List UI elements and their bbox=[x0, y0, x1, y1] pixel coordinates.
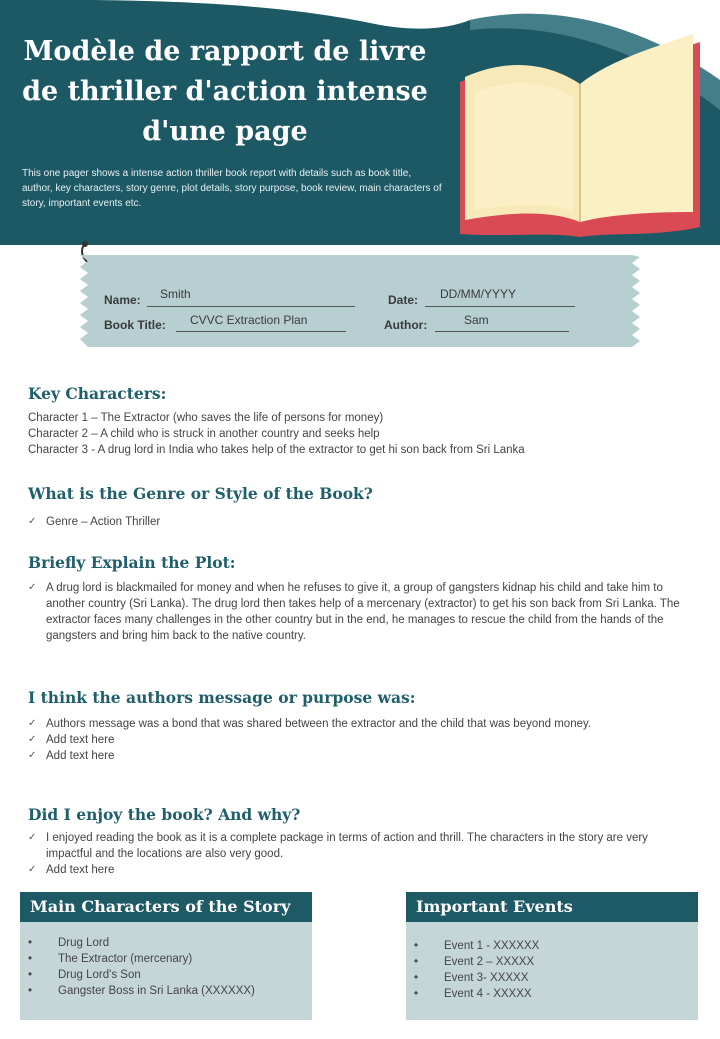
list-item: • Event 2 – XXXXX bbox=[414, 956, 535, 968]
key-character-line: Character 1 – The Extractor (who saves the life of persons for money) bbox=[28, 412, 384, 424]
date-underline bbox=[425, 306, 575, 307]
main-characters-heading: Main Characters of the Story bbox=[20, 892, 312, 922]
check-icon: ✓ bbox=[28, 516, 37, 527]
page-title: Modèle de rapport de livre de thriller d'action intense d'une page bbox=[22, 36, 428, 147]
book-title-value[interactable]: CVVC Extraction Plan bbox=[190, 313, 308, 327]
list-item: • Drug Lord bbox=[28, 937, 110, 949]
list-item: • Gangster Boss in Sri Lanka (XXXXXX) bbox=[28, 985, 255, 997]
check-icon: ✓ bbox=[28, 718, 37, 729]
purpose-heading: I think the authors message or purpose was: bbox=[28, 688, 416, 707]
bullet-dot: • bbox=[414, 956, 419, 968]
list-item: • Drug Lord's Son bbox=[28, 969, 141, 981]
author-value[interactable]: Sam bbox=[464, 313, 489, 327]
bullet-dot: • bbox=[414, 972, 419, 984]
list-item: ✓ Add text here bbox=[28, 750, 115, 762]
open-book-illustration bbox=[455, 22, 705, 237]
list-item: ✓ A drug lord is blackmailed for money and when he refuses to give it, a group of gangsters kidnap his child and take him to another country (Sri Lanka). The drug lord then takes help of a mercenary (extractor) to get his son back from Sri Lanka. The extractor faces many challenges in the other country but in the end, he manages to rescue the child from the hands of the gangsters and bring him back to the native country. bbox=[28, 582, 680, 642]
enjoy-heading: Did I enjoy the book? And why? bbox=[28, 805, 301, 824]
list-item: • Event 3- XXXXX bbox=[414, 972, 529, 984]
bullet-dot: • bbox=[28, 937, 33, 949]
bullet-dot: • bbox=[28, 969, 33, 981]
key-characters-heading: Key Characters: bbox=[28, 384, 167, 403]
name-value[interactable]: Smith bbox=[160, 287, 191, 301]
bullet-dot: • bbox=[28, 953, 33, 965]
list-item: • The Extractor (mercenary) bbox=[28, 953, 193, 965]
check-icon: ✓ bbox=[28, 734, 37, 745]
plot-heading: Briefly Explain the Plot: bbox=[28, 553, 236, 572]
genre-heading: What is the Genre or Style of the Book? bbox=[28, 484, 373, 503]
list-item: • Event 1 - XXXXXX bbox=[414, 940, 540, 952]
date-value[interactable]: DD/MM/YYYY bbox=[440, 287, 517, 301]
check-icon: ✓ bbox=[28, 864, 37, 875]
check-icon: ✓ bbox=[28, 832, 37, 843]
key-character-line: Character 2 – A child who is struck in another country and seeks help bbox=[28, 428, 380, 440]
name-label: Name: bbox=[104, 293, 141, 307]
book-title-label: Book Title: bbox=[104, 318, 166, 332]
date-label: Date: bbox=[388, 293, 419, 307]
bullet-dot: • bbox=[414, 988, 419, 1000]
check-icon: ✓ bbox=[28, 582, 37, 593]
book-info-card bbox=[80, 255, 640, 347]
bullet-dot: • bbox=[28, 985, 33, 997]
book-title-underline bbox=[176, 331, 346, 332]
list-item: ✓ Add text here bbox=[28, 734, 115, 746]
list-item: ✓ Add text here bbox=[28, 864, 115, 876]
author-label: Author: bbox=[384, 318, 428, 332]
important-events-heading: Important Events bbox=[406, 892, 698, 922]
list-item: ✓ Authors message was a bond that was shared between the extractor and the child that was beyond money. bbox=[28, 718, 592, 730]
list-item: ✓ Genre – Action Thriller bbox=[28, 516, 161, 528]
list-item: ✓ I enjoyed reading the book as it is a complete package in terms of action and thrill. The characters in the story are very impactful and the locations are also very good. bbox=[28, 832, 648, 860]
list-item: • Event 4 - XXXXX bbox=[414, 988, 532, 1000]
author-underline bbox=[435, 331, 569, 332]
page-subtitle: This one pager shows a intense action thriller book report with details such as book title, author, key characters, story genre, plot details, story purpose, book review, main characters of story, important events etc. bbox=[22, 168, 442, 209]
key-character-line: Character 3 - A drug lord in India who takes help of the extractor to get hi son back from Sri Lanka bbox=[28, 444, 525, 456]
bullet-dot: • bbox=[414, 940, 419, 952]
name-underline bbox=[147, 306, 355, 307]
check-icon: ✓ bbox=[28, 750, 37, 761]
